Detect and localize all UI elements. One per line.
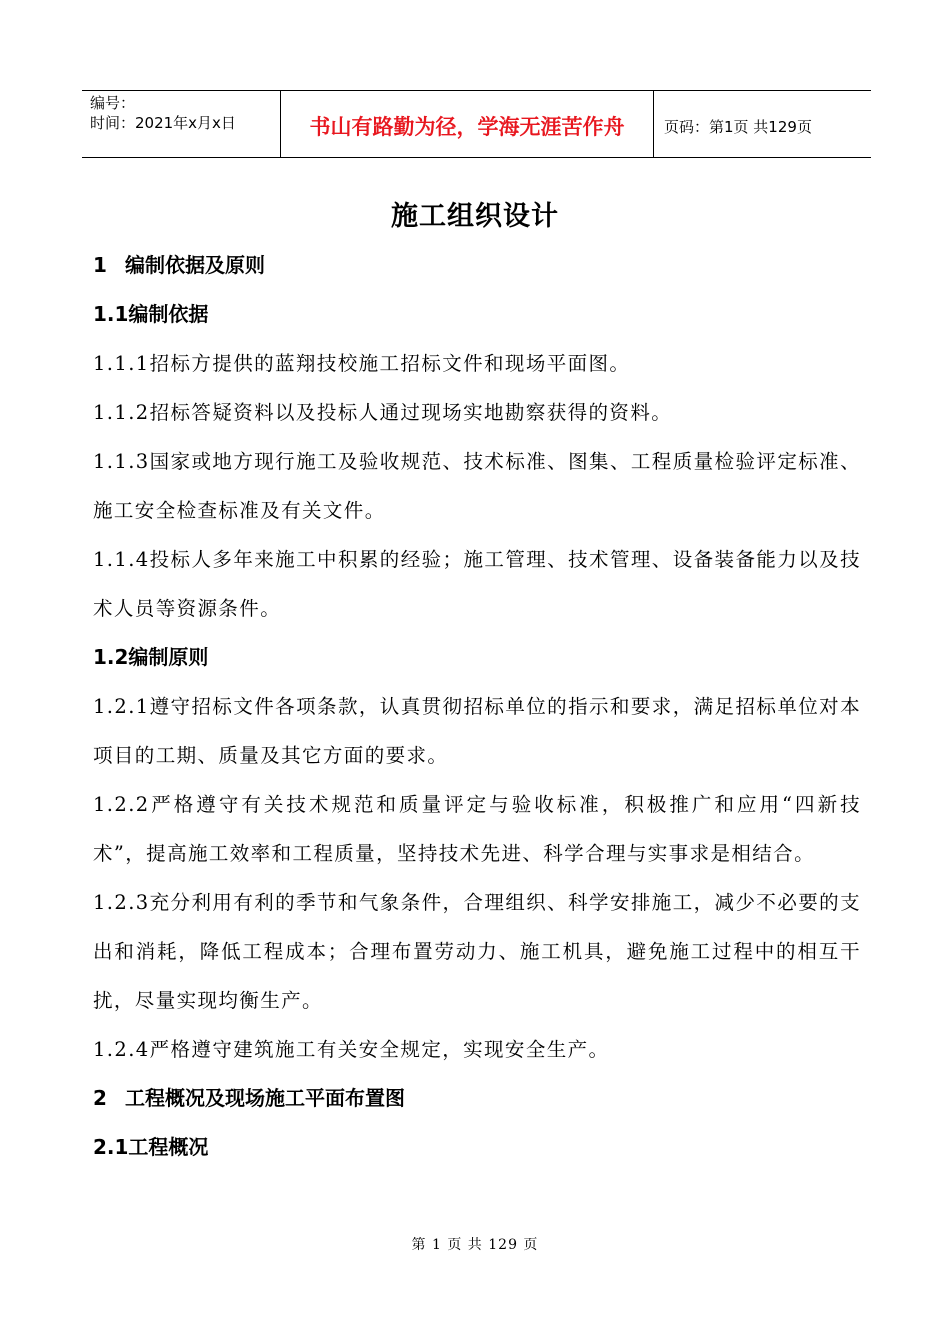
section-2-number: 2: [93, 1086, 107, 1110]
section-1-heading: [93, 241, 861, 290]
header-motto: 书山有路勤为径，学海无涯苦作舟: [281, 91, 654, 157]
document-title: 施工组织设计: [391, 201, 559, 232]
section-1-2-heading: 1.2编制原则: [93, 645, 209, 669]
paragraph-1-2-4: 1.2.4严格遵守建筑施工有关安全规定，实现安全生产。: [93, 1038, 610, 1061]
doc-number-label: 编号：: [90, 94, 136, 112]
header-table: [82, 90, 871, 158]
section-2-heading: [93, 1074, 861, 1123]
page-footer: 第 1 页 共 129 页: [411, 1237, 539, 1253]
section-1-title: 编制依据及原则: [125, 253, 265, 277]
paragraph-1-1-4: 1.1.4投标人多年来施工中积累的经验；施工管理、技术管理、设备装备能力以及技术人员等资源条件。: [93, 548, 861, 620]
section-2-1-heading: 2.1工程概况: [93, 1135, 209, 1159]
section-2-title: 工程概况及现场施工平面布置图: [125, 1086, 405, 1110]
paragraph-1-1-2: 1.1.2招标答疑资料以及投标人通过现场实地勘察获得的资料。: [93, 401, 673, 424]
paragraph-1-1-1: 1.1.1招标方提供的蓝翔技校施工招标文件和现场平面图。: [93, 352, 631, 375]
section-1-number: 1: [93, 253, 107, 277]
doc-time-label: 时间：2021年x月x日: [90, 114, 236, 132]
section-1-1-heading: 1.1编制依据: [93, 302, 209, 326]
header-page-label: 页码：第1页 共129页: [664, 117, 812, 136]
paragraph-1-2-3: 1.2.3充分利用有利的季节和气象条件，合理组织、科学安排施工，减少不必要的支出和消耗，降低工程成本；合理布置劳动力、施工机具，避免施工过程中的相互干扰，尽量实现均衡生产。: [93, 891, 861, 1012]
paragraph-1-1-3: 1.1.3国家或地方现行施工及验收规范、技术标准、图集、工程质量检验评定标准、施工安全检查标准及有关文件。: [93, 450, 861, 522]
header-meta: [82, 91, 281, 157]
paragraph-1-2-1: 1.2.1遵守招标文件各项条款，认真贯彻招标单位的指示和要求，满足招标单位对本项目的工期、质量及其它方面的要求。: [93, 695, 861, 767]
document-body: [93, 241, 861, 1172]
paragraph-1-2-2: 1.2.2严格遵守有关技术规范和质量评定与验收标准，积极推广和应用“四新技术”，提高施工效率和工程质量，坚持技术先进、科学合理与实事求是相结合。: [93, 793, 861, 865]
